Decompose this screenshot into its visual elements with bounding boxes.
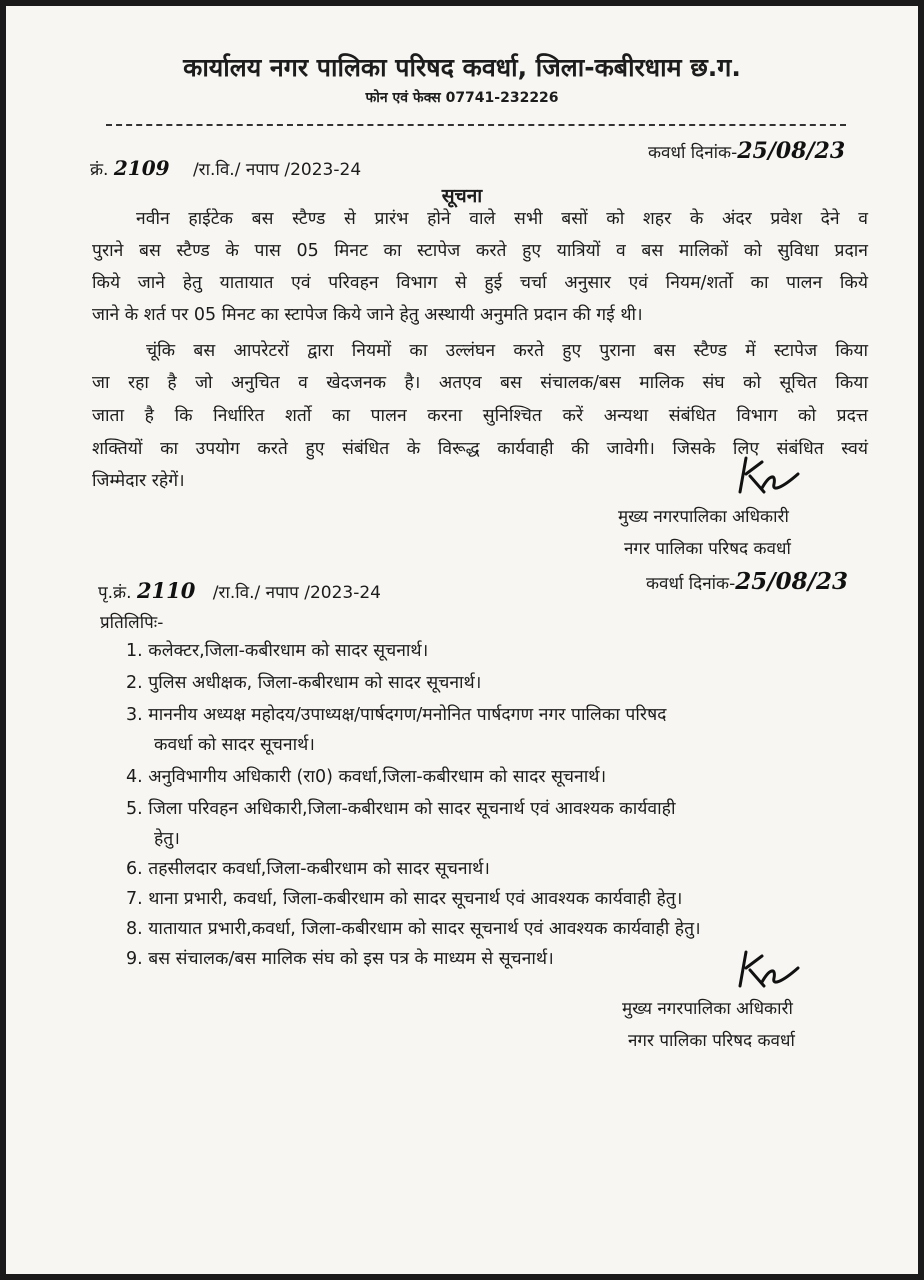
copy-item: 3. माननीय अध्यक्ष महोदय/उपाध्यक्ष/पार्षदगण/मनोनित पार्षदगण नगर पालिका परिषद xyxy=(126,705,667,725)
ref-suffix: /रा.वि./ नपाप /2023-24 xyxy=(212,583,381,603)
copy-item: 2. पुलिस अधीक्षक, जिला-कबीरधाम को सादर सूचनार्थ। xyxy=(126,673,482,693)
header-divider xyxy=(106,124,846,126)
date-handwritten: 25/08/23 xyxy=(735,568,849,595)
paragraph-2-line: शक्तियों का उपयोग करते हुए संबंधित के विरूद्ध कार्यवाही की जावेगी। जिसके लिए संबंधित स्वयं xyxy=(92,439,868,459)
paragraph-1-line: पुराने बस स्टैण्ड के पास 05 मिनट का स्टापेज करते हुए यात्रियों व बस मालिकों को सुविधा प्रदान xyxy=(92,241,868,261)
copy-item: 4. अनुविभागीय अधिकारी (रा0) कवर्धा,जिला-कबीरधाम को सादर सूचनार्थ। xyxy=(126,767,607,787)
ref-suffix: /रा.वि./ नपाप /2023-24 xyxy=(192,160,362,180)
copy-item: 1. कलेक्टर,जिला-कबीरधाम को सादर सूचनार्थ। xyxy=(126,641,429,661)
ref-number-top xyxy=(90,156,361,180)
date-top xyxy=(648,138,845,164)
ref-prefix: पृ.क्रं. xyxy=(98,583,132,603)
signature-office: नगर पालिका परिषद कवर्धा xyxy=(624,539,791,559)
copy-item-continued: हेतु। xyxy=(154,829,180,849)
copy-item-continued: कवर्धा को सादर सूचनार्थ। xyxy=(154,735,315,755)
phone-fax: फोन एवं फेक्स 07741-232226 xyxy=(365,90,559,106)
signature-mark xyxy=(732,946,802,992)
copy-label: प्रतिलिपिः- xyxy=(100,613,164,633)
signature-office: नगर पालिका परिषद कवर्धा xyxy=(628,1031,795,1051)
paragraph-2-line: जाता है कि निर्धारित शर्तो का पालन करना सुनिश्चित करें अन्यथा संबंधित विभाग को प्रदत्त xyxy=(92,406,868,426)
ref-number-handwritten: 2110 xyxy=(136,578,196,603)
signature-designation: मुख्य नगरपालिका अधिकारी xyxy=(618,507,789,527)
copy-item: 6. तहसीलदार कवर्धा,जिला-कबीरधाम को सादर सूचनार्थ। xyxy=(126,859,490,879)
ref-number-bottom xyxy=(98,578,381,603)
document-page xyxy=(6,6,918,1274)
office-title: कार्यालय नगर पालिका परिषद कवर्धा, जिला-कबीरधाम छ.ग. xyxy=(183,53,741,82)
date-bottom xyxy=(646,568,848,595)
copy-item: 7. थाना प्रभारी, कवर्धा, जिला-कबीरधाम को सादर सूचनार्थ एवं आवश्यक कार्यवाही हेतु। xyxy=(126,889,683,909)
paragraph-1-line: जाने के शर्त पर 05 मिनट का स्टापेज किये जाने हेतु अस्थायी अनुमति प्रदान की गई थी। xyxy=(92,305,643,325)
ref-number-handwritten: 2109 xyxy=(113,156,170,180)
paragraph-2-line: जा रहा है जो अनुचित व खेदजनक है। अतएव बस संचालक/बस मालिक संघ को सूचित किया xyxy=(92,373,868,393)
copy-item: 8. यातायात प्रभारी,कवर्धा, जिला-कबीरधाम को सादर सूचनार्थ एवं आवश्यक कार्यवाही हेतु। xyxy=(126,919,701,939)
paragraph-1-line: नवीन हाईटेक बस स्टैण्ड से प्रारंभ होने वाले सभी बसों को शहर के अंदर प्रवेश देने व xyxy=(136,209,868,229)
copy-item: 9. बस संचालक/बस मालिक संघ को इस पत्र के माध्यम से सूचनार्थ। xyxy=(126,949,554,969)
signature-mark xyxy=(732,452,802,498)
paragraph-2-line: जिम्मेदार रहेगें। xyxy=(92,471,185,491)
copy-item: 5. जिला परिवहन अधिकारी,जिला-कबीरधाम को सादर सूचनार्थ एवं आवश्यक कार्यवाही xyxy=(126,799,676,819)
paragraph-2-line: चूंकि बस आपरेटरों द्वारा नियमों का उल्लंघन करते हुए पुराना बस स्टैण्ड में स्टापेज किया xyxy=(146,341,868,361)
notice-title: सूचना xyxy=(441,185,483,207)
date-handwritten: 25/08/23 xyxy=(737,138,846,164)
date-label: कवर्धा दिनांक- xyxy=(648,143,738,163)
signature-designation: मुख्य नगरपालिका अधिकारी xyxy=(622,999,793,1019)
paragraph-1-line: किये जाने हेतु यातायात एवं परिवहन विभाग से हुई चर्चा अनुसार एवं नियम/शर्तो का पालन किये xyxy=(92,273,868,293)
ref-prefix: क्रं. xyxy=(90,160,109,180)
date-label: कवर्धा दिनांक- xyxy=(646,574,736,594)
